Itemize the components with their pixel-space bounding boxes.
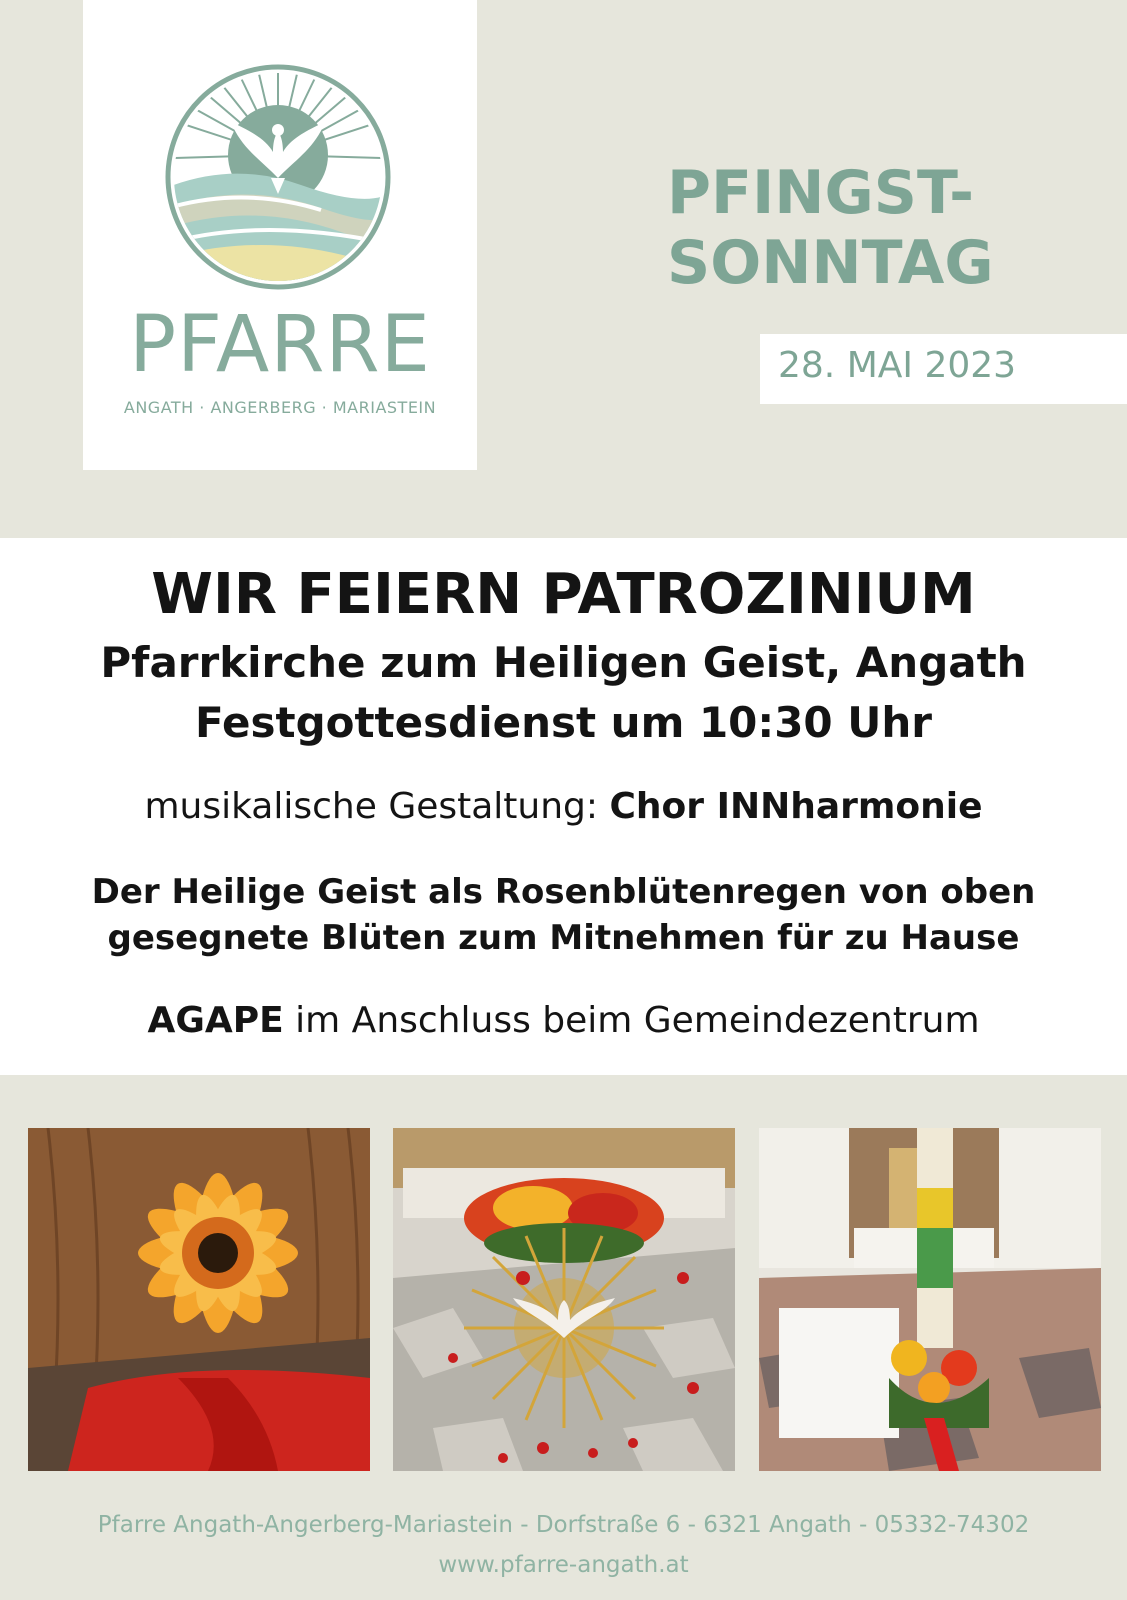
agape-label: AGAPE [147,1000,284,1041]
footer-address: Pfarre Angath-Angerberg-Mariastein - Dorfstraße 6 - 6321 Angath - 05332-74302 [97,1512,1030,1538]
dove-over-hills-icon [161,60,395,294]
logo-panel [83,0,477,470]
music-label: musikalische Gestaltung: [144,786,599,827]
photo-altar-dove [393,1128,735,1471]
music-line [0,786,1127,827]
agape-line [0,1000,1127,1041]
spirit-line-2: gesegnete Blüten zum Mitnehmen für zu Hause [107,918,1020,958]
event-date: 28. MAI 2023 [778,345,1017,386]
spirit-line-1: Der Heilige Geist als Rosenblütenregen von oben [91,872,1036,912]
headline: WIR FEIERN PATROZINIUM [151,562,976,627]
photo-gerbera [28,1128,370,1471]
event-title [667,158,1027,298]
photo-church-interior [759,1128,1101,1471]
info-panel [0,538,1127,1075]
music-value: Chor INNharmonie [609,786,983,827]
event-title-line1: PFINGST- [667,158,974,228]
logo-wordmark: PFARRE [129,300,431,390]
service-time: Festgottesdienst um 10:30 Uhr [195,698,932,747]
date-badge [760,334,1127,404]
logo-subtitle: ANGATH · ANGERBERG · MARIASTEIN [123,398,437,417]
church-name: Pfarrkirche zum Heiligen Geist, Angath [100,638,1027,687]
event-title-line2: SONNTAG [667,228,994,298]
footer-website-link[interactable]: www.pfarre-angath.at [438,1552,689,1578]
agape-text: im Anschluss beim Gemeindezentrum [295,1000,980,1041]
